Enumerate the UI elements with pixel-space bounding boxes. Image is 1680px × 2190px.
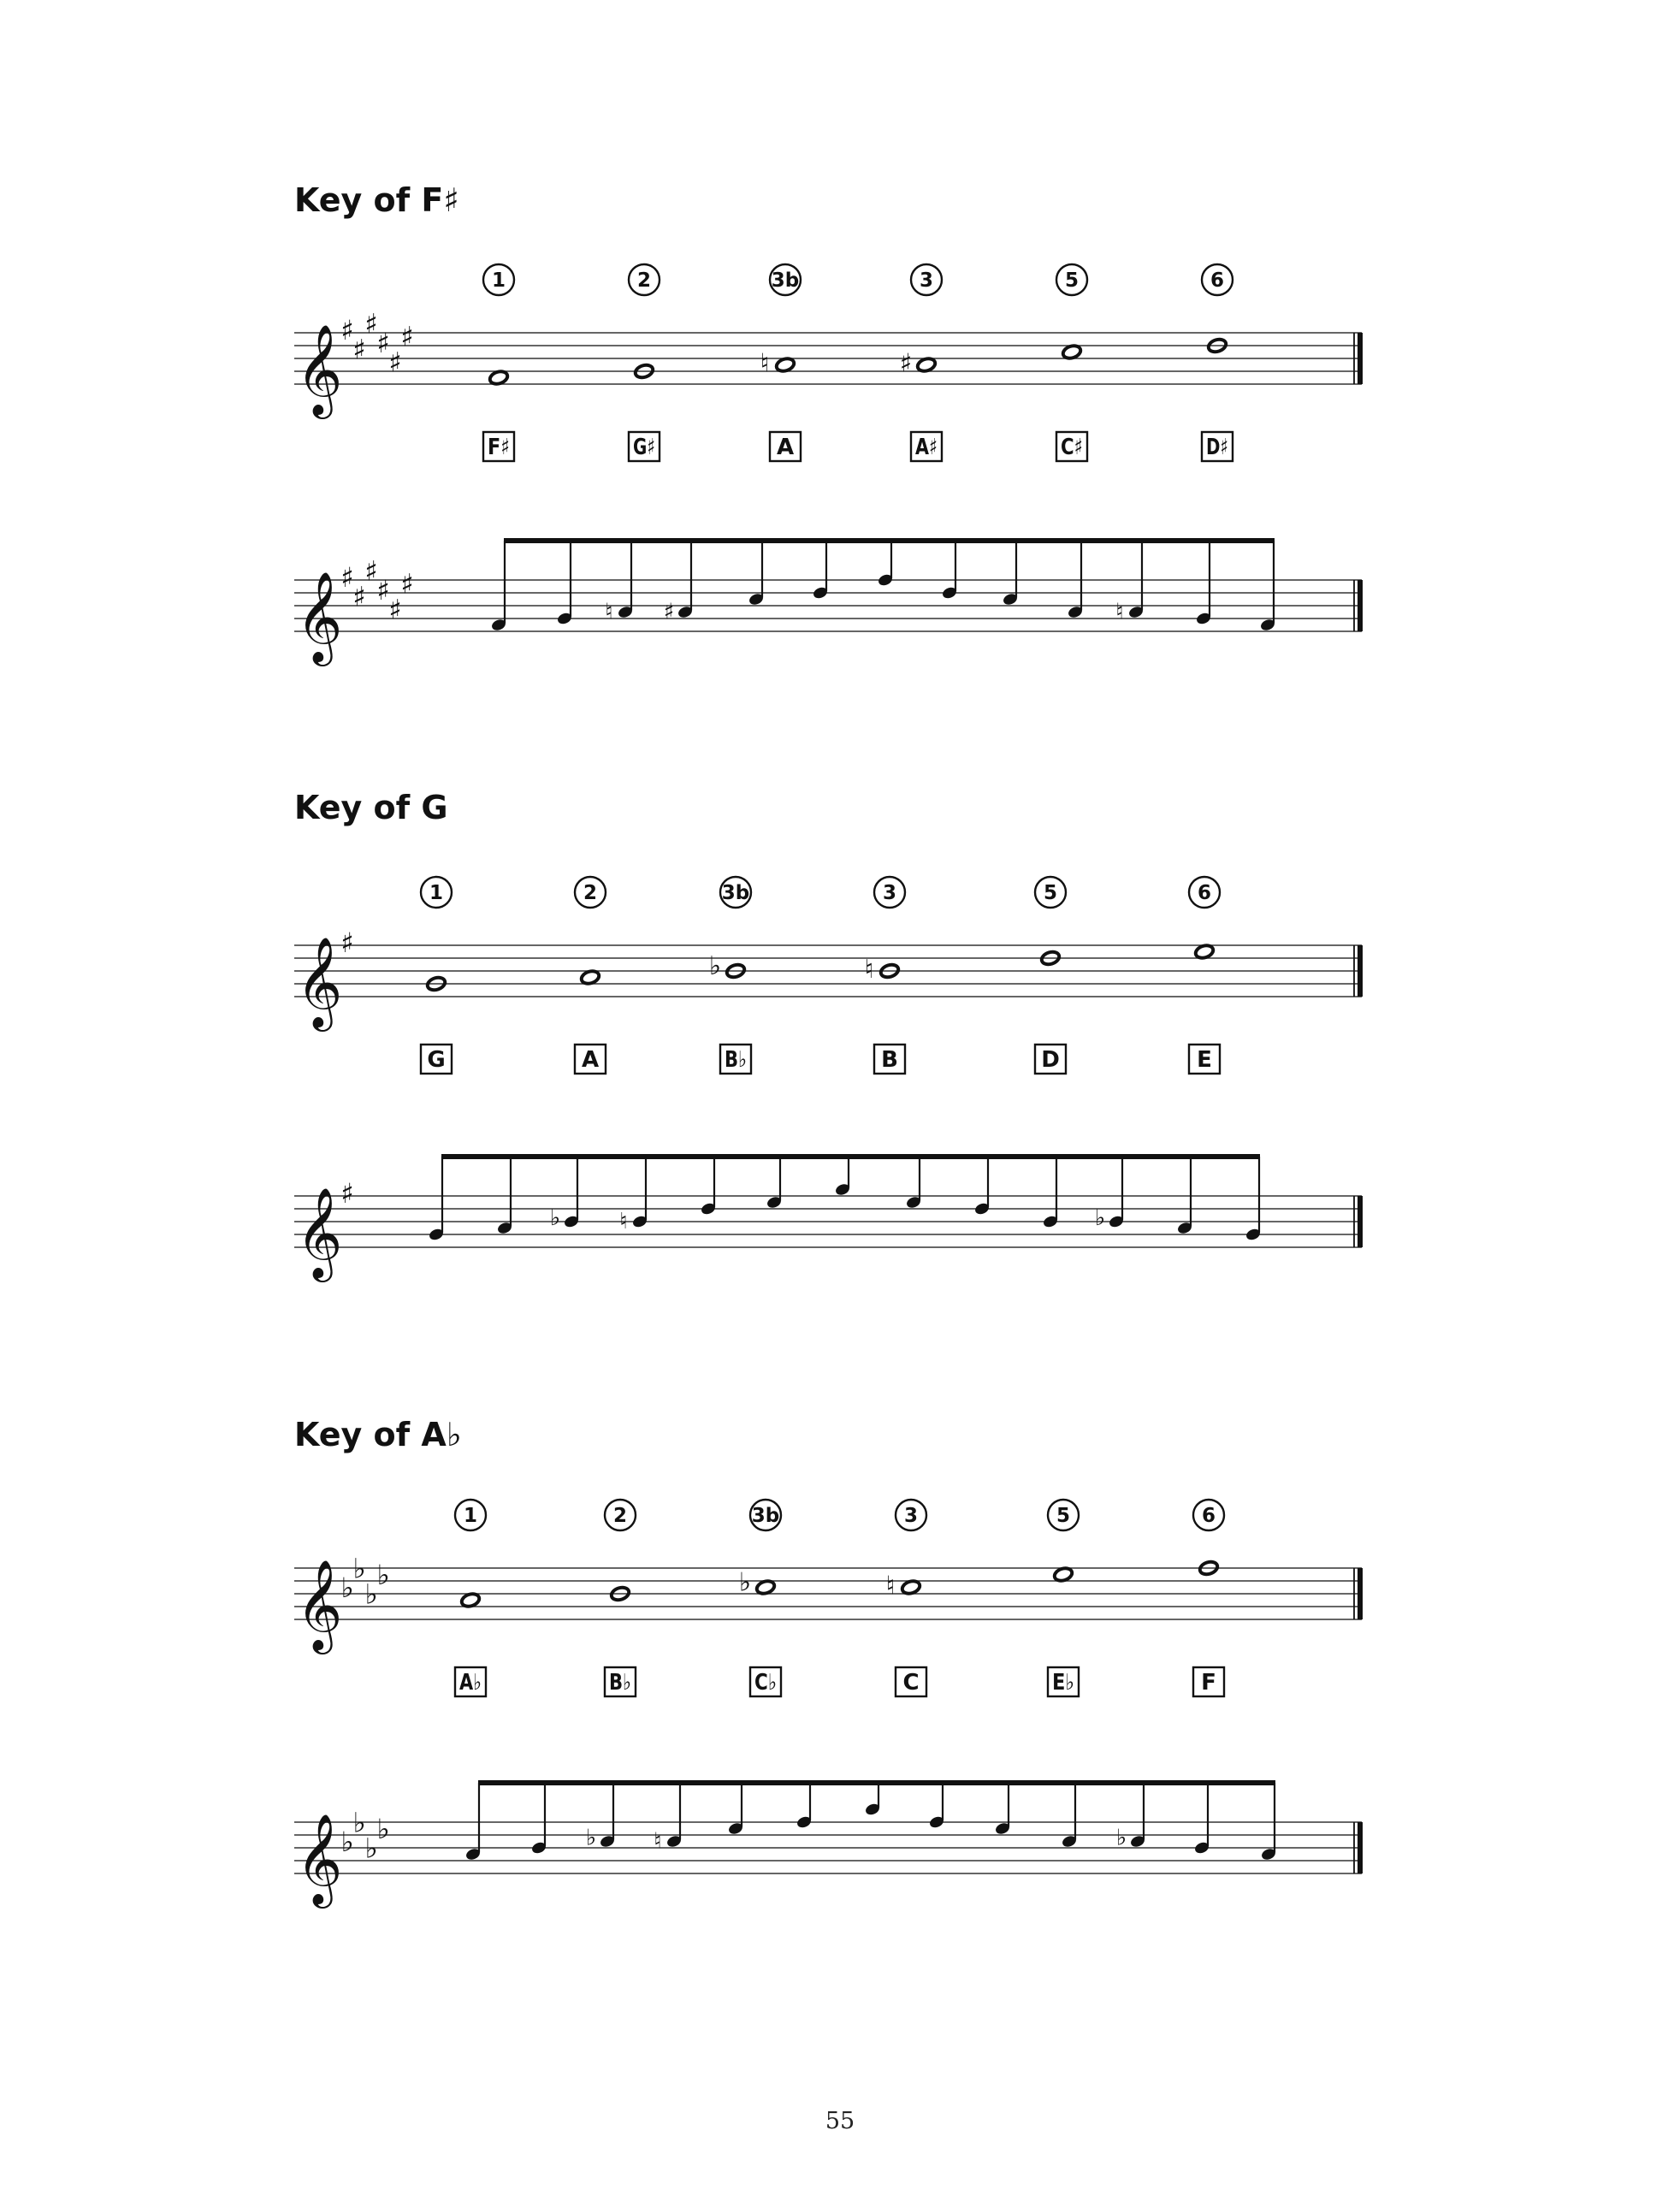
flat-accidental-icon: ♭ (364, 1577, 378, 1611)
treble-clef-icon: 𝄞 (296, 1559, 343, 1650)
flat-accidental-icon: ♭ (738, 1567, 752, 1598)
flat-accidental-icon: ♭ (340, 1571, 354, 1604)
scale-degree-marker (605, 1500, 636, 1530)
scale-degree-label: 3b (771, 269, 800, 292)
note-name-box (1035, 1045, 1066, 1074)
scale-degree-marker (1189, 877, 1220, 908)
scale-degree-marker (750, 1500, 781, 1530)
note-name-box (1048, 1667, 1079, 1696)
treble-clef-icon: 𝄞 (296, 323, 343, 415)
scale-degree-label: 3 (919, 269, 934, 292)
flat-accidental-icon: ♭ (364, 1832, 378, 1865)
scale-degree-label: 3b (721, 882, 750, 904)
flat-accidental-icon: ♭ (585, 1825, 597, 1851)
flat-accidental-icon: ♭ (1094, 1205, 1106, 1231)
note-name-box (1193, 1667, 1224, 1696)
note-name-box (911, 432, 942, 461)
sharp-accidental-icon: ♯ (400, 320, 414, 353)
scale-degree-label: 5 (1064, 269, 1080, 292)
eighth-note-run-staff (0, 1129, 1680, 1300)
note-name-box (896, 1667, 926, 1696)
note-name-label: B (881, 1047, 898, 1073)
sharp-accidental-icon: ♯ (663, 599, 675, 625)
note-name-label: C (902, 1670, 920, 1696)
note-name-box (575, 1045, 606, 1074)
note-name-box (770, 432, 801, 461)
scale-degree-marker (1035, 877, 1066, 908)
scale-degree-marker (1202, 264, 1233, 295)
note-name-label: C♯ (1061, 435, 1083, 460)
note-name-label: B♭ (609, 1670, 631, 1696)
natural-accidental-icon: ♮ (864, 955, 874, 985)
note-name-box (750, 1667, 781, 1696)
sharp-accidental-icon: ♯ (899, 348, 913, 379)
note-name-box (421, 1045, 452, 1074)
eighth-note-run-staff (0, 513, 1680, 684)
note-name-label: F (1201, 1670, 1216, 1696)
note-name-label: F♯ (488, 435, 510, 460)
sharp-accidental-icon: ♯ (376, 327, 390, 359)
scale-degree-label: 6 (1201, 1505, 1216, 1527)
scale-degree-marker (421, 877, 452, 908)
eighth-beam (441, 1154, 1260, 1159)
scale-degree-label: 2 (583, 882, 598, 904)
flat-accidental-icon: ♭ (340, 1826, 354, 1858)
note-name-label: A♭ (459, 1670, 482, 1696)
scale-degree-marker (1193, 1500, 1224, 1530)
note-name-label: D♯ (1206, 435, 1228, 460)
natural-accidental-icon: ♮ (1115, 599, 1124, 625)
flat-accidental-icon: ♭ (1115, 1825, 1127, 1851)
thick-barline (1358, 333, 1363, 384)
thick-barline (1358, 1196, 1363, 1247)
note-name-box (483, 432, 514, 461)
scale-degree-label: 5 (1056, 1505, 1071, 1527)
sharp-accidental-icon: ♯ (364, 554, 378, 588)
scale-degree-label: 2 (636, 269, 652, 292)
sharp-accidental-icon: ♯ (388, 593, 402, 626)
sharp-accidental-icon: ♯ (352, 580, 366, 613)
thick-barline (1358, 580, 1363, 631)
scale-degree-marker (911, 264, 942, 295)
whole-note-staff (0, 257, 1680, 479)
whole-note-staff (0, 868, 1680, 1095)
key-title: Key of G (294, 789, 448, 826)
flat-accidental-icon: ♭ (549, 1205, 561, 1231)
scale-degree-marker (874, 877, 905, 908)
sharp-accidental-icon: ♯ (340, 561, 354, 594)
sharp-accidental-icon: ♯ (340, 926, 354, 959)
note-name-label: C♭ (754, 1670, 777, 1696)
scale-degree-marker (720, 877, 751, 908)
treble-clef-icon: 𝄞 (296, 1813, 343, 1904)
natural-accidental-icon: ♮ (654, 1828, 662, 1855)
scale-degree-label: 6 (1210, 269, 1225, 292)
scale-degree-marker (483, 264, 514, 295)
note-name-box (1202, 432, 1233, 461)
note-name-box (455, 1667, 486, 1696)
scale-degree-marker (1048, 1500, 1079, 1530)
note-name-label: E♭ (1052, 1670, 1074, 1696)
thick-barline (1358, 1568, 1363, 1619)
scale-degree-label: 6 (1197, 882, 1212, 904)
scale-degree-marker (896, 1500, 926, 1530)
scale-degree-marker (575, 877, 606, 908)
scale-degree-marker (770, 264, 801, 295)
flat-accidental-icon: ♭ (708, 951, 722, 981)
natural-accidental-icon: ♮ (760, 348, 770, 379)
scale-degree-marker (1056, 264, 1087, 295)
sharp-accidental-icon: ♯ (340, 314, 354, 346)
eighth-note-run-staff (0, 1754, 1680, 1925)
flat-accidental-icon: ♭ (376, 1813, 390, 1845)
sharp-accidental-icon: ♯ (340, 1177, 354, 1210)
note-name-label: A♯ (915, 435, 938, 460)
key-title: Key of A♭ (294, 1416, 462, 1453)
note-name-label: G (427, 1047, 446, 1073)
scale-degree-marker (455, 1500, 486, 1530)
treble-clef-icon: 𝄞 (296, 571, 343, 662)
note-name-label: B♭ (725, 1047, 747, 1073)
eighth-beam (478, 1780, 1275, 1785)
natural-accidental-icon: ♮ (605, 599, 613, 625)
note-name-label: E (1197, 1047, 1212, 1073)
sharp-accidental-icon: ♯ (400, 567, 414, 601)
flat-accidental-icon: ♭ (352, 1552, 366, 1585)
sharp-accidental-icon: ♯ (352, 333, 366, 366)
note-name-box (1189, 1045, 1220, 1074)
note-name-box (629, 432, 660, 461)
note-name-box (720, 1045, 751, 1074)
eighth-beam (504, 538, 1275, 543)
scale-degree-label: 2 (612, 1505, 628, 1527)
thick-barline (1358, 945, 1363, 997)
note-name-label: D (1041, 1047, 1060, 1073)
scale-degree-label: 1 (463, 1505, 478, 1527)
scale-degree-label: 3 (903, 1505, 919, 1527)
flat-accidental-icon: ♭ (376, 1559, 390, 1591)
thick-barline (1358, 1822, 1363, 1873)
scale-degree-label: 3b (751, 1505, 780, 1527)
flat-accidental-icon: ♭ (352, 1806, 366, 1839)
scale-degree-label: 1 (491, 269, 506, 292)
note-name-box (605, 1667, 636, 1696)
whole-note-staff (0, 1489, 1680, 1715)
sharp-accidental-icon: ♯ (376, 574, 390, 607)
key-title: Key of F♯ (294, 181, 459, 219)
note-name-box (874, 1045, 905, 1074)
page-number: 55 (825, 2108, 855, 2134)
scale-degree-label: 1 (429, 882, 444, 904)
natural-accidental-icon: ♮ (885, 1571, 896, 1601)
sharp-accidental-icon: ♯ (388, 346, 402, 379)
scale-degree-label: 5 (1043, 882, 1058, 904)
note-name-box (1056, 432, 1087, 461)
note-name-label: A (581, 1047, 600, 1073)
note-name-label: G♯ (633, 435, 655, 460)
treble-clef-icon: 𝄞 (296, 936, 343, 1027)
treble-clef-icon: 𝄞 (296, 1187, 343, 1278)
scale-degree-marker (629, 264, 660, 295)
note-name-label: A (776, 435, 795, 460)
sharp-accidental-icon: ♯ (364, 307, 378, 340)
scale-degree-label: 3 (882, 882, 897, 904)
natural-accidental-icon: ♮ (619, 1209, 628, 1234)
